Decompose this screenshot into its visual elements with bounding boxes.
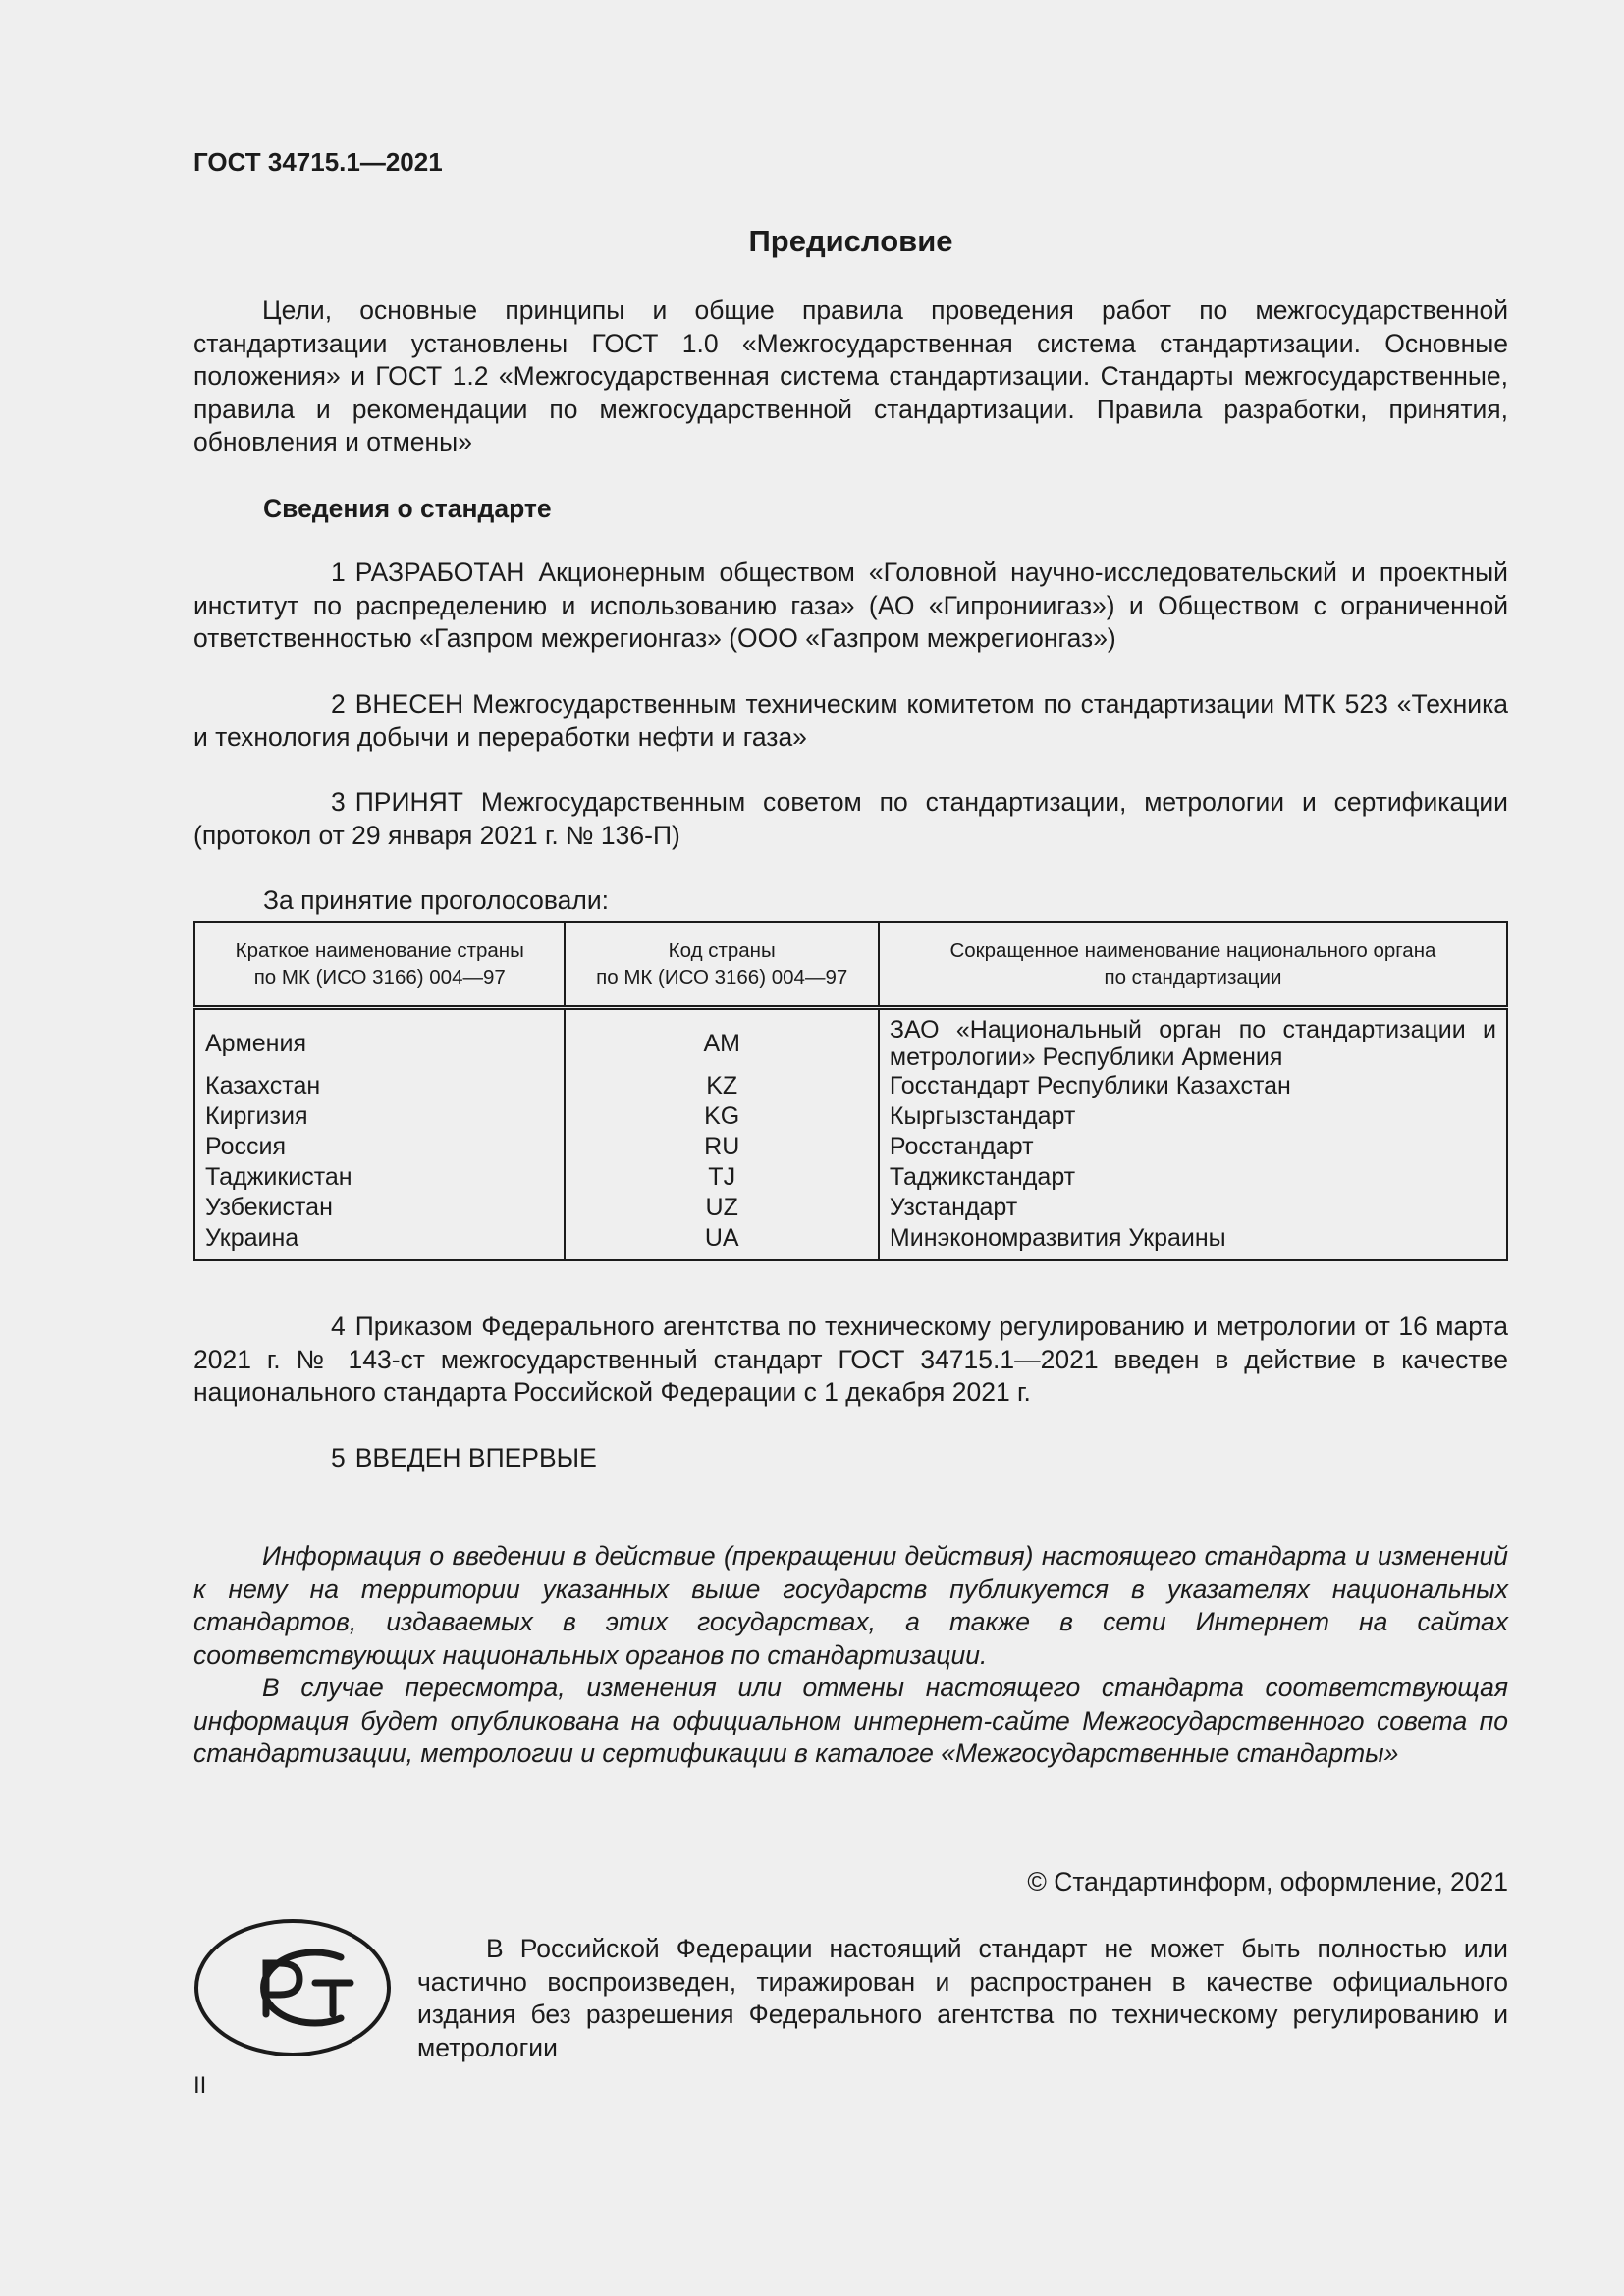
voting-table-header xyxy=(194,922,1507,1008)
code-cell: TJ xyxy=(565,1162,878,1193)
item-5 xyxy=(193,1442,1508,1475)
country-cell: Украина xyxy=(194,1223,565,1260)
org-cell: Росстандарт xyxy=(889,1133,1034,1160)
country-cell: Казахстан xyxy=(194,1071,565,1101)
country-cell: Киргизия xyxy=(194,1101,565,1132)
item-1-text: РАЗРАБОТАН Акционерным обществом «Головной научно-исследовательский и проектный институт по распределению и использованию газа» (АО «Гипрониигаз») и Обществом с ограниченной ответственностью «Газпром межрегионгаз» (ООО «Газпром межрегионгаз») xyxy=(193,558,1508,653)
country-cell: Таджикистан xyxy=(194,1162,565,1193)
item-2-number: 2 xyxy=(331,689,346,719)
item-3-number: 3 xyxy=(331,787,346,817)
item-4 xyxy=(193,1310,1508,1410)
info-heading: Сведения о стандарте xyxy=(263,494,552,523)
item-2 xyxy=(193,688,1508,754)
code-cell: KG xyxy=(565,1101,878,1132)
country-cell: Армения xyxy=(194,1008,565,1072)
code-cell: RU xyxy=(565,1132,878,1162)
org-cell: ЗАО «Национальный орган по стандартизации и метрологии» Республики Армения xyxy=(889,1016,1496,1071)
table-row xyxy=(194,1132,1507,1162)
item-3 xyxy=(193,786,1508,852)
note-revision: В случае пересмотра, изменения или отмены настоящего стандарта соответствующая информация будет опубликована на официальном интернет-сайте Межгосударственного совета по стандартизации, метрологии и сертификации в каталоге «Межгосударственные стандарты» xyxy=(193,1673,1508,1768)
item-5-number: 5 xyxy=(331,1443,346,1472)
voting-caption: За принятие проголосовали: xyxy=(263,885,610,915)
table-row xyxy=(194,1008,1507,1072)
page-number: II xyxy=(193,2072,207,2099)
item-5-text: ВВЕДЕН ВПЕРВЫЕ xyxy=(354,1443,597,1472)
preface-title: Предисловие xyxy=(748,224,953,258)
preface-intro: Цели, основные принципы и общие правила проведения работ по межгосударственной стандартизации установлены ГОСТ 1.0 «Межгосударственная система стандартизации. Основные положения» и ГОСТ 1.2 «Межгосударственная система стандартизации. Стандарты межгосударственные, правила и рекомендации по межгосударственной стандартизации. Правила разработки, принятия, обновления и отмены» xyxy=(193,295,1508,456)
table-row xyxy=(194,1071,1507,1101)
code-cell: UZ xyxy=(565,1193,878,1223)
item-1 xyxy=(193,557,1508,656)
item-4-number: 4 xyxy=(331,1311,346,1341)
copyright: © Стандартинформ, оформление, 2021 xyxy=(1027,1867,1508,1896)
org-cell: Кыргызстандарт xyxy=(889,1102,1076,1130)
note-publication: Информация о введении в действие (прекращении действия) настоящего стандарта и изменений к нему на территории указанных выше государств публикуется в указателях национальных стандартов, издаваемых в этих государствах, а также в сети Интернет на сайтах соответствующих национальных органов по стандартизации. xyxy=(193,1541,1508,1670)
document-id: ГОСТ 34715.1—2021 xyxy=(193,147,443,177)
table-row xyxy=(194,1223,1507,1260)
voting-table xyxy=(193,921,1508,1261)
item-1-number: 1 xyxy=(331,558,346,587)
code-cell: KZ xyxy=(565,1071,878,1101)
code-cell: AM xyxy=(565,1008,878,1072)
item-4-text: Приказом Федерального агентства по техническому регулированию и метрологии от 16 марта 2021 г. № 143-ст межгосударственный стандарт ГОСТ 34715.1—2021 введен в действие в качестве национального стандарта Российской Федерации с 1 декабря 2021 г. xyxy=(193,1311,1508,1407)
header-org: Сокращенное наименование национального органа по стандартизации xyxy=(879,922,1507,1008)
org-cell: Минэкономразвития Украины xyxy=(889,1224,1226,1252)
org-cell: Госстандарт Республики Казахстан xyxy=(889,1072,1291,1099)
rst-logo-icon xyxy=(193,1918,392,2057)
header-country: Краткое наименование страны по МК (ИСО 3166) 004—97 xyxy=(194,922,565,1008)
code-cell: UA xyxy=(565,1223,878,1260)
reproduction-notice: В Российской Федерации настоящий стандарт не может быть полностью или частично воспроизведен, тиражирован и распространен в качестве официального издания без разрешения Федерального агентства по техническому регулированию и метрологии xyxy=(417,1934,1508,2062)
country-cell: Узбекистан xyxy=(194,1193,565,1223)
item-3-text: ПРИНЯТ Межгосударственным советом по стандартизации, метрологии и сертификации (протокол от 29 января 2021 г. № 136-П) xyxy=(193,787,1508,850)
item-2-text: ВНЕСЕН Межгосударственным техническим комитетом по стандартизации МТК 523 «Техника и технология добычи и переработки нефти и газа» xyxy=(193,689,1508,752)
table-row xyxy=(194,1101,1507,1132)
country-cell: Россия xyxy=(194,1132,565,1162)
org-cell: Узстандарт xyxy=(889,1194,1018,1221)
table-row xyxy=(194,1162,1507,1193)
org-cell: Таджикстандарт xyxy=(889,1163,1076,1191)
header-code: Код страны по МК (ИСО 3166) 004—97 xyxy=(565,922,878,1008)
table-row xyxy=(194,1193,1507,1223)
